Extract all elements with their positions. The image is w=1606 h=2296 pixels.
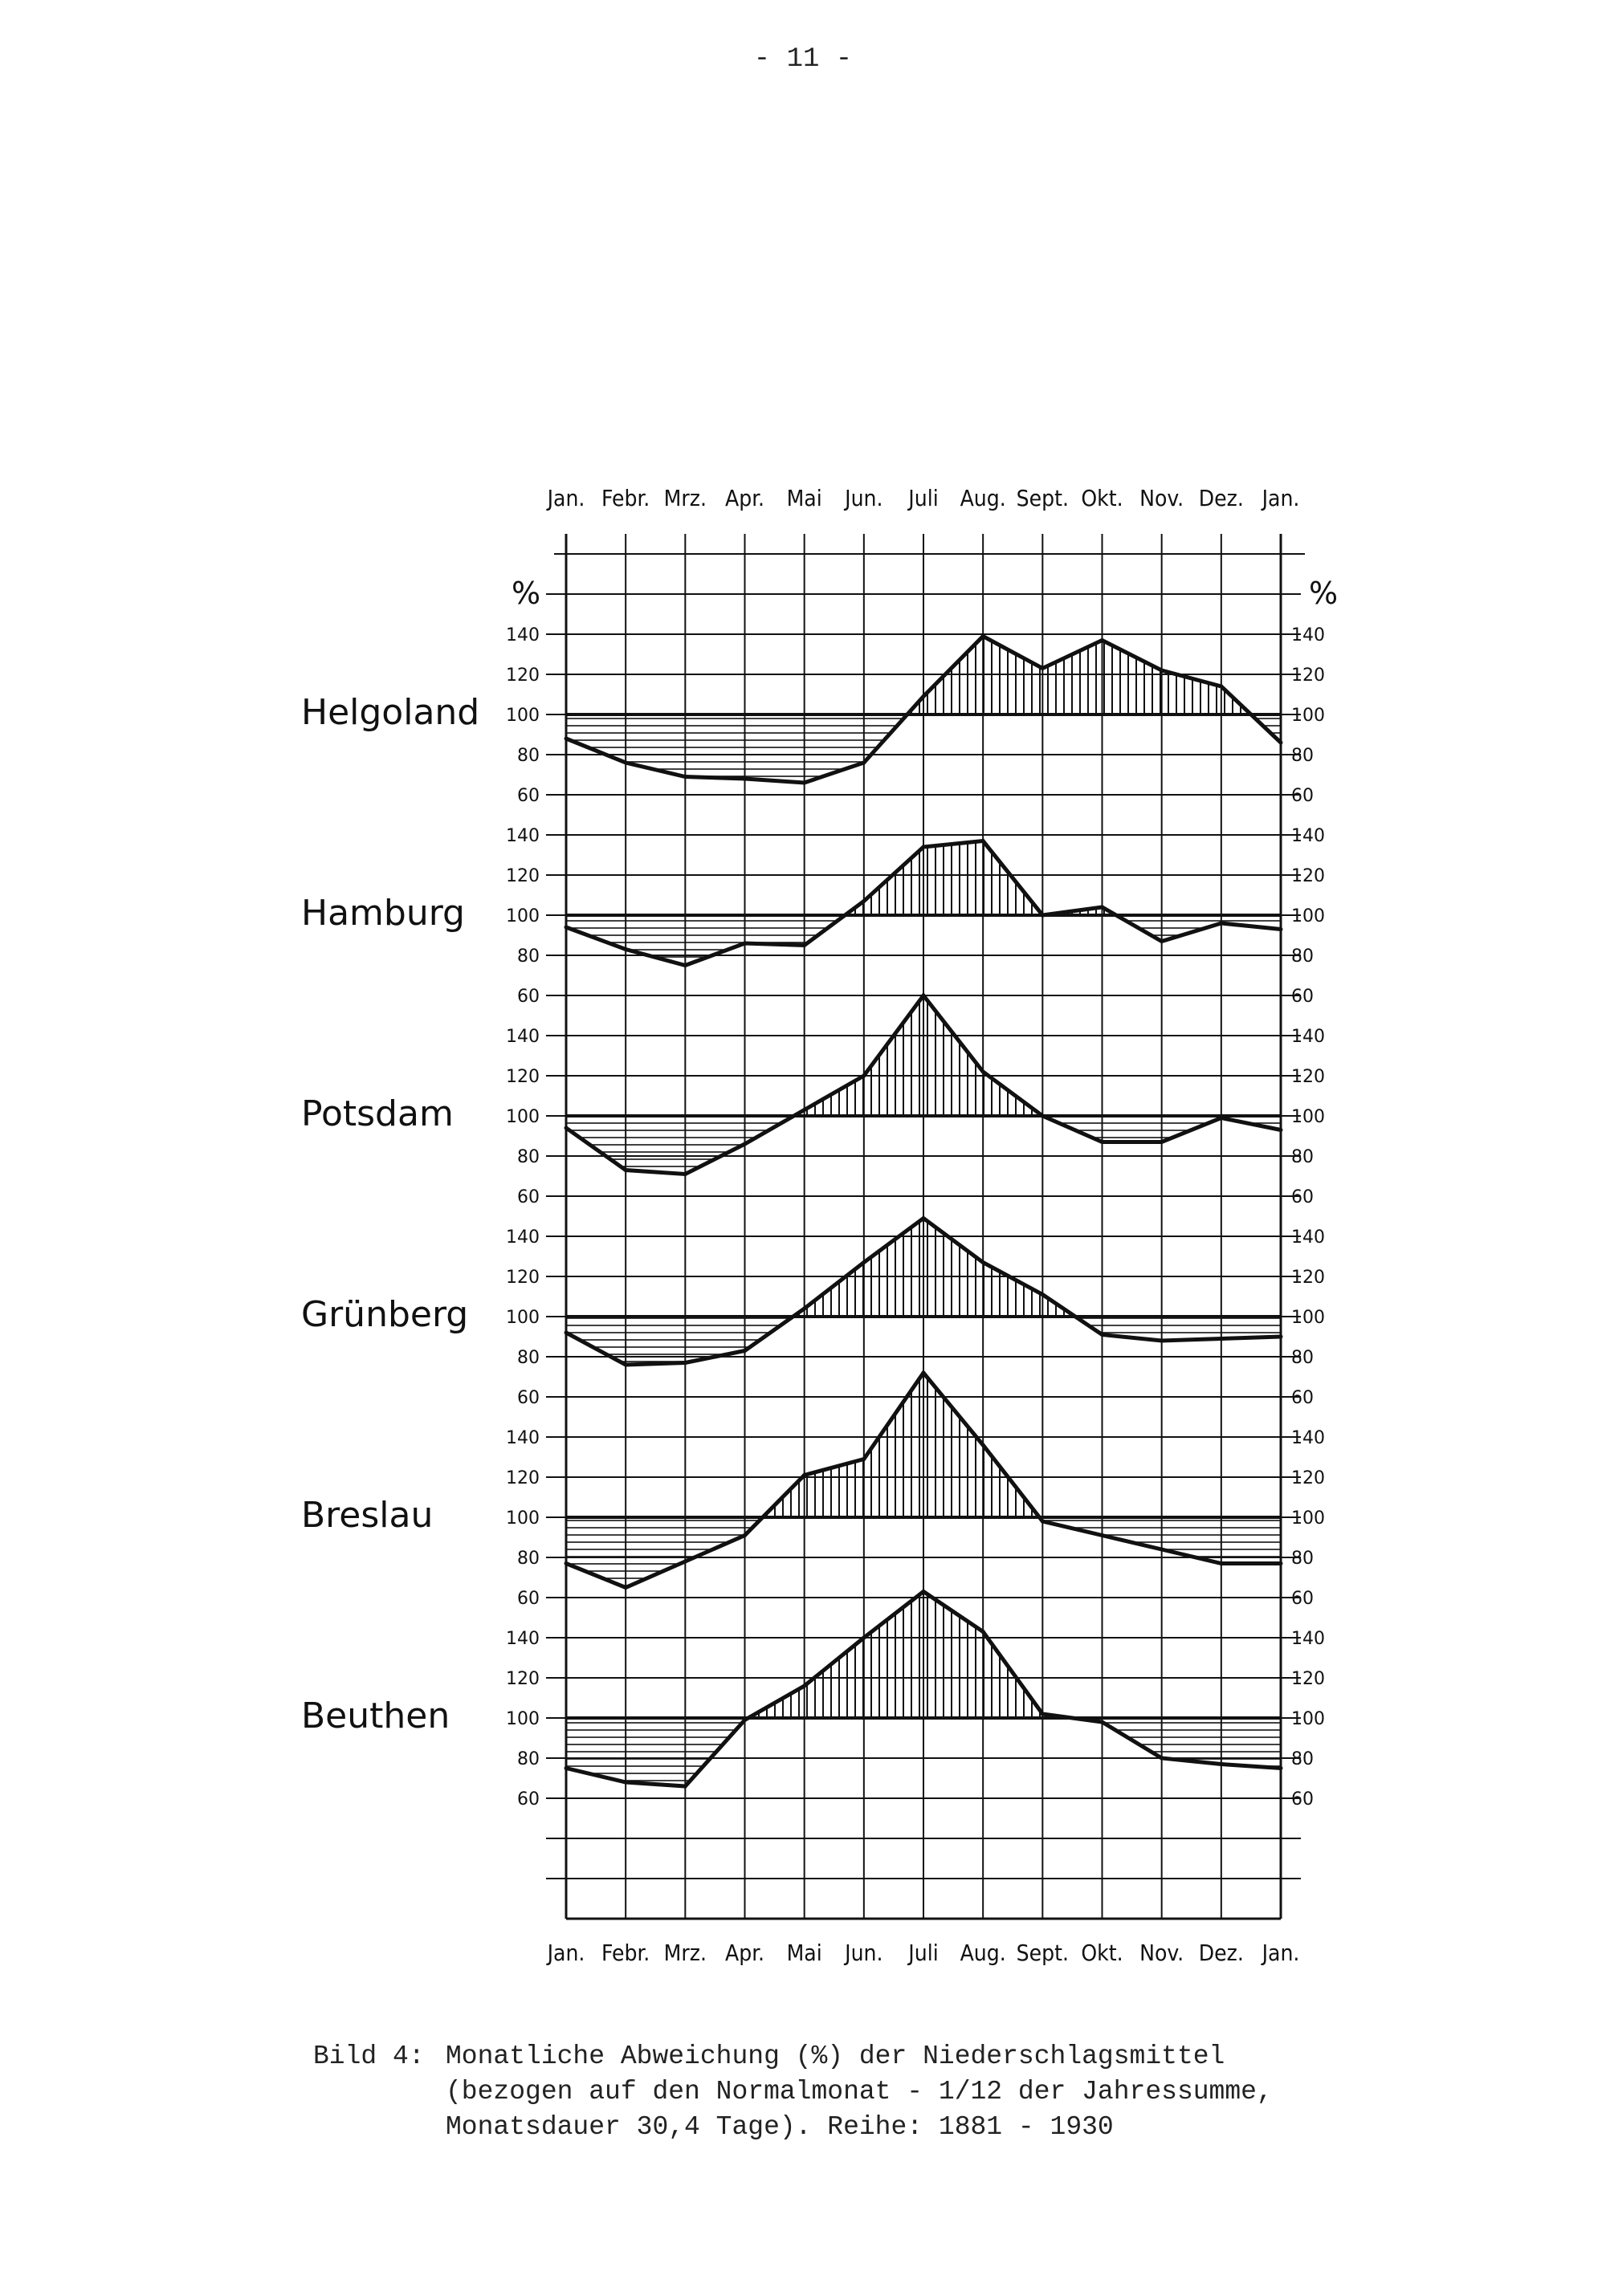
caption-line: (bezogen auf den Normalmonat - 1/12 der Jahressumme,	[446, 2077, 1273, 2107]
percent-symbol-right: %	[1308, 576, 1339, 611]
y-tick-label-right: 80	[1291, 746, 1314, 766]
hatch-below-normal	[626, 1116, 685, 1174]
station-name: Hamburg	[301, 893, 465, 934]
data-point	[1041, 1114, 1045, 1118]
data-point	[1219, 1116, 1223, 1120]
data-point	[802, 781, 806, 785]
y-tick-label-right: 60	[1291, 786, 1314, 806]
data-point	[743, 1718, 747, 1722]
y-tick-label-left: 60	[517, 1789, 540, 1810]
y-tick-label-left: 100	[506, 1308, 540, 1328]
hatch-below-normal	[745, 915, 805, 946]
hatch-below-normal	[626, 1517, 685, 1588]
y-tick-label-left: 100	[506, 1508, 540, 1529]
data-point	[1160, 1548, 1164, 1552]
station-name: Helgoland	[301, 692, 480, 733]
y-tick-label-right: 120	[1291, 666, 1325, 686]
month-label-top: Jan.	[547, 485, 585, 511]
data-point	[1041, 914, 1045, 918]
data-point	[1100, 638, 1104, 642]
y-tick-label-right: 120	[1291, 1468, 1325, 1488]
hatch-above-normal	[864, 1219, 923, 1317]
y-tick-label-left: 60	[517, 1589, 540, 1609]
y-tick-label-left: 100	[506, 1709, 540, 1729]
data-point	[1041, 1293, 1045, 1297]
y-tick-label-left: 140	[506, 1629, 540, 1649]
y-tick-label-right: 60	[1291, 1187, 1314, 1207]
month-label-top: Mai	[786, 485, 822, 511]
data-point	[1041, 1520, 1045, 1524]
station-name: Beuthen	[301, 1696, 450, 1736]
data-point	[922, 845, 926, 849]
data-point	[624, 761, 628, 765]
hatch-above-normal	[1103, 641, 1162, 715]
hatch-above-normal	[923, 995, 983, 1116]
month-label-top: Mrz.	[663, 485, 707, 511]
y-tick-label-right: 100	[1291, 1709, 1325, 1729]
hatch-below-normal	[1221, 1517, 1281, 1564]
month-label-bottom: Jan.	[547, 1940, 585, 1966]
hatch-below-normal	[685, 714, 744, 779]
y-tick-label-left: 140	[506, 1227, 540, 1248]
month-label-top: Sept.	[1016, 485, 1070, 511]
data-point	[922, 1216, 926, 1220]
hatch-below-normal	[626, 1317, 685, 1365]
y-tick-label-left: 80	[517, 1348, 540, 1368]
station-name: Grünberg	[301, 1294, 469, 1335]
page-number: - 11 -	[753, 44, 853, 75]
hatch-below-normal	[626, 1718, 685, 1786]
hatch-below-normal	[685, 1116, 744, 1174]
hatch-above-normal	[1042, 641, 1102, 715]
data-point	[1160, 1757, 1164, 1761]
y-tick-label-right: 60	[1291, 987, 1314, 1007]
month-label-bottom: Sept.	[1016, 1940, 1070, 1966]
data-point	[624, 1781, 628, 1785]
y-tick-label-left: 60	[517, 987, 540, 1007]
data-point	[1100, 1533, 1104, 1537]
y-tick-label-right: 120	[1291, 1669, 1325, 1689]
data-point	[1279, 1128, 1283, 1132]
month-label-top: Jun.	[845, 485, 883, 511]
data-point	[683, 963, 687, 967]
data-point	[802, 1473, 806, 1477]
y-tick-label-left: 120	[506, 1468, 540, 1488]
month-label-bottom: Jun.	[845, 1940, 883, 1966]
data-point	[683, 1361, 687, 1365]
data-point	[862, 1636, 866, 1640]
data-point	[1219, 1337, 1223, 1341]
data-point	[981, 1630, 985, 1634]
data-point	[862, 1457, 866, 1461]
data-point	[1100, 1333, 1104, 1337]
caption-label: Bild 4:	[313, 2042, 425, 2071]
data-point	[1279, 1561, 1283, 1565]
data-point	[683, 1785, 687, 1789]
station-name: Breslau	[301, 1495, 434, 1536]
hatch-below-normal	[1221, 1718, 1281, 1769]
y-tick-label-right: 60	[1291, 1388, 1314, 1408]
y-tick-label-right: 60	[1291, 1589, 1314, 1609]
data-point	[565, 1331, 569, 1335]
data-point	[1041, 1712, 1045, 1716]
y-tick-label-right: 80	[1291, 946, 1314, 967]
data-point	[1219, 685, 1223, 689]
data-point	[862, 1260, 866, 1264]
y-tick-label-right: 140	[1291, 826, 1325, 846]
data-point	[862, 1074, 866, 1078]
y-tick-label-right: 80	[1291, 1749, 1314, 1769]
y-tick-label-right: 80	[1291, 1147, 1314, 1167]
hatch-below-normal	[566, 1718, 626, 1782]
data-point	[802, 1307, 806, 1311]
data-point	[743, 1349, 747, 1353]
y-tick-label-left: 80	[517, 1147, 540, 1167]
data-point	[922, 1371, 926, 1375]
month-label-top: Febr.	[601, 485, 650, 511]
data-point	[1160, 1140, 1164, 1144]
y-tick-label-right: 60	[1291, 1789, 1314, 1810]
y-tick-label-left: 120	[506, 866, 540, 886]
month-label-top: Jan.	[1262, 485, 1300, 511]
y-tick-label-right: 100	[1291, 706, 1325, 726]
hatch-above-normal	[923, 1373, 983, 1517]
station-name: Potsdam	[301, 1093, 454, 1134]
data-point	[1219, 922, 1223, 926]
data-point	[565, 1126, 569, 1130]
caption-line: Monatliche Abweichung (%) der Niederschlagsmittel	[446, 2042, 1225, 2071]
data-point	[1160, 939, 1164, 943]
hatch-above-normal	[923, 1219, 983, 1317]
data-point	[922, 994, 926, 998]
data-point	[1279, 741, 1283, 745]
data-point	[624, 1363, 628, 1367]
y-tick-label-left: 80	[517, 746, 540, 766]
y-tick-label-right: 120	[1291, 1268, 1325, 1288]
data-point	[802, 1684, 806, 1688]
data-point	[743, 942, 747, 946]
month-label-top: Juli	[908, 485, 939, 511]
data-point	[1100, 1140, 1104, 1144]
y-tick-label-left: 140	[506, 625, 540, 645]
y-tick-label-left: 80	[517, 1749, 540, 1769]
month-label-top: Dez.	[1198, 485, 1244, 511]
y-tick-label-right: 120	[1291, 866, 1325, 886]
data-point	[743, 1142, 747, 1146]
data-point	[922, 694, 926, 698]
hatch-below-normal	[1103, 1116, 1162, 1142]
hatch-above-normal	[864, 1592, 923, 1719]
data-point	[1279, 927, 1283, 931]
y-tick-label-left: 100	[506, 1107, 540, 1127]
month-label-top: Aug.	[960, 485, 1006, 511]
y-tick-label-right: 100	[1291, 1308, 1325, 1328]
data-point	[1041, 666, 1045, 670]
data-point	[862, 761, 866, 765]
y-tick-label-left: 120	[506, 1268, 540, 1288]
data-point	[1100, 1720, 1104, 1724]
y-tick-label-right: 140	[1291, 625, 1325, 645]
data-point	[802, 943, 806, 947]
data-point	[802, 1108, 806, 1112]
data-point	[862, 899, 866, 903]
data-point	[743, 777, 747, 781]
percent-symbol-left: %	[511, 576, 541, 611]
hatch-below-normal	[745, 714, 805, 783]
month-label-top: Okt.	[1081, 485, 1123, 511]
month-label-bottom: Febr.	[601, 1940, 650, 1966]
data-point	[981, 1070, 985, 1074]
data-point	[565, 926, 569, 930]
data-point	[981, 839, 985, 843]
y-tick-label-right: 100	[1291, 1508, 1325, 1529]
data-point	[683, 775, 687, 779]
y-tick-label-left: 80	[517, 946, 540, 967]
data-point	[981, 1443, 985, 1447]
month-label-bottom: Aug.	[960, 1940, 1006, 1966]
month-label-bottom: Mrz.	[663, 1940, 707, 1966]
y-tick-label-left: 100	[506, 906, 540, 926]
data-point	[1100, 906, 1104, 910]
month-label-top: Apr.	[725, 485, 764, 511]
y-tick-label-right: 100	[1291, 1107, 1325, 1127]
data-point	[565, 737, 569, 741]
data-point	[981, 1260, 985, 1264]
y-tick-label-left: 140	[506, 1428, 540, 1448]
hatch-above-normal	[923, 841, 983, 916]
y-tick-label-left: 80	[517, 1549, 540, 1569]
data-point	[743, 1533, 747, 1537]
data-point	[1219, 1561, 1223, 1565]
y-tick-label-left: 60	[517, 786, 540, 806]
y-tick-label-left: 140	[506, 1027, 540, 1047]
y-tick-label-right: 100	[1291, 906, 1325, 926]
y-tick-label-right: 140	[1291, 1428, 1325, 1448]
data-point	[981, 634, 985, 638]
data-point	[1219, 1762, 1223, 1766]
y-tick-label-left: 120	[506, 1067, 540, 1087]
y-tick-label-left: 60	[517, 1388, 540, 1408]
data-point	[683, 1560, 687, 1564]
y-tick-label-left: 100	[506, 706, 540, 726]
data-point	[1160, 1339, 1164, 1343]
y-tick-label-right: 80	[1291, 1348, 1314, 1368]
hatch-below-normal	[626, 714, 685, 777]
month-label-bottom: Jan.	[1262, 1940, 1300, 1966]
data-point	[1279, 1335, 1283, 1339]
data-point	[565, 1561, 569, 1565]
y-tick-label-left: 140	[506, 826, 540, 846]
y-tick-label-right: 80	[1291, 1549, 1314, 1569]
month-label-bottom: Apr.	[725, 1940, 764, 1966]
y-tick-label-right: 140	[1291, 1227, 1325, 1248]
data-point	[565, 1766, 569, 1770]
data-point	[922, 1590, 926, 1594]
y-tick-label-left: 120	[506, 1669, 540, 1689]
caption-line: Monatsdauer 30,4 Tage). Reihe: 1881 - 1930	[446, 2112, 1114, 2142]
y-tick-label-left: 120	[506, 666, 540, 686]
hatch-below-normal	[685, 915, 744, 966]
month-label-bottom: Nov.	[1139, 1940, 1184, 1966]
month-label-top: Nov.	[1139, 485, 1184, 511]
y-tick-label-right: 120	[1291, 1067, 1325, 1087]
data-point	[624, 1586, 628, 1590]
month-label-bottom: Mai	[786, 1940, 822, 1966]
hatch-above-normal	[864, 995, 923, 1116]
hatch-below-normal	[1103, 1517, 1162, 1549]
data-point	[624, 947, 628, 951]
month-label-bottom: Okt.	[1081, 1940, 1123, 1966]
y-tick-label-left: 60	[517, 1187, 540, 1207]
y-tick-label-right: 140	[1291, 1629, 1325, 1649]
data-point	[1160, 669, 1164, 673]
data-point	[624, 1168, 628, 1172]
y-tick-label-right: 140	[1291, 1027, 1325, 1047]
month-label-bottom: Dez.	[1198, 1940, 1244, 1966]
data-point	[1279, 1766, 1283, 1770]
data-point	[683, 1172, 687, 1176]
hatch-above-normal	[983, 637, 1042, 715]
month-label-bottom: Juli	[908, 1940, 939, 1966]
